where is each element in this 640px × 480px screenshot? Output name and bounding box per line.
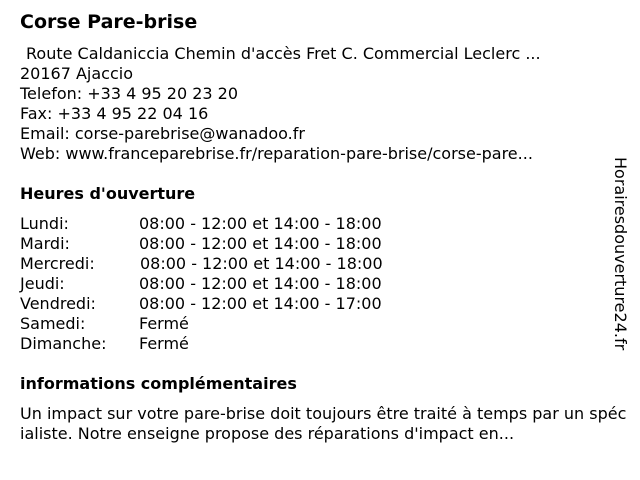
web-line: Web: www.franceparebrise.fr/reparation-pare-brise/corse-pare... — [20, 144, 533, 163]
business-name: Corse Pare-brise — [20, 11, 198, 33]
city-line: 20167 Ajaccio — [20, 64, 134, 83]
hours-value-sunday: Fermé — [139, 334, 189, 353]
address-line: Route Caldaniccia Chemin d'accès Fret C. Commercial Leclerc ... — [26, 44, 541, 63]
hours-value-monday: 08:00 - 12:00 et 14:00 - 18:00 — [139, 214, 382, 233]
hours-value-friday: 08:00 - 12:00 et 14:00 - 17:00 — [139, 294, 382, 313]
email-line: Email: corse-parebrise@wanadoo.fr — [20, 124, 305, 143]
hours-value-wednesday: 08:00 - 12:00 et 14:00 - 18:00 — [140, 254, 383, 273]
hours-day-tuesday: Mardi: — [20, 234, 70, 253]
fax-line: Fax: +33 4 95 22 04 16 — [20, 104, 209, 123]
hours-day-friday: Vendredi: — [20, 294, 96, 313]
hours-day-monday: Lundi: — [20, 214, 69, 233]
hours-value-saturday: Fermé — [139, 314, 189, 333]
hours-day-sunday: Dimanche: — [20, 334, 107, 353]
phone-line: Telefon: +33 4 95 20 23 20 — [20, 84, 239, 103]
hours-value-thursday: 08:00 - 12:00 et 14:00 - 18:00 — [139, 274, 382, 293]
hours-day-saturday: Samedi: — [20, 314, 86, 333]
hours-day-thursday: Jeudi: — [20, 274, 65, 293]
hours-day-wednesday: Mercredi: — [20, 254, 95, 273]
info-text: Un impact sur votre pare-brise doit toujours être traité à temps par un spécialiste. Notre enseigne propose des réparations d'impact en... — [20, 404, 627, 443]
info-heading: informations complémentaires — [20, 374, 297, 393]
site-watermark-text: Horairesdouverture24.fr — [611, 157, 630, 351]
site-watermark — [600, 134, 640, 374]
hours-heading: Heures d'ouverture — [20, 184, 196, 203]
hours-value-tuesday: 08:00 - 12:00 et 14:00 - 18:00 — [139, 234, 382, 253]
